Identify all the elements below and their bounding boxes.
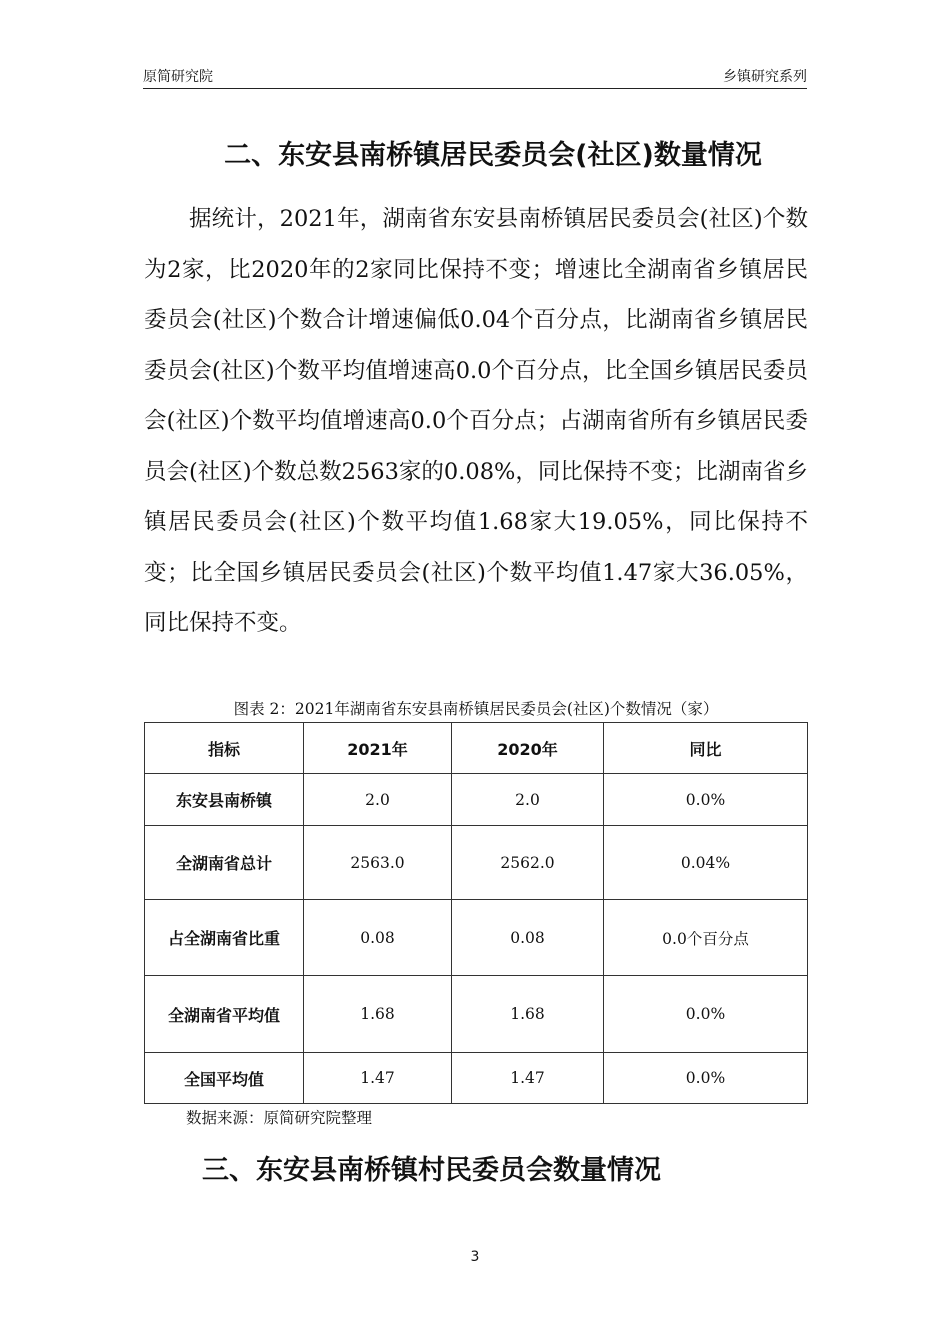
cell-yoy: 0.0个百分点 [604, 900, 808, 976]
row-label: 全湖南省平均值 [145, 976, 304, 1053]
table-row [145, 900, 808, 976]
cell-yoy: 0.04% [604, 826, 808, 900]
header-org-name: 原简研究院 [143, 69, 213, 85]
header-series-name: 乡镇研究系列 [723, 69, 807, 85]
table-row [145, 826, 808, 900]
cell-2020: 0.08 [452, 900, 604, 976]
page-number: 3 [470, 1249, 480, 1265]
cell-2021: 0.08 [304, 900, 452, 976]
cell-yoy: 0.0% [604, 1053, 808, 1104]
row-label: 全国平均值 [145, 1053, 304, 1104]
table-row [145, 1053, 808, 1104]
row-label: 占全湖南省比重 [145, 900, 304, 976]
row-label: 全湖南省总计 [145, 826, 304, 900]
row-label: 东安县南桥镇 [145, 774, 304, 826]
table-row [145, 774, 808, 826]
table-row [145, 976, 808, 1053]
table-caption: 图表 2：2021年湖南省东安县南桥镇居民委员会(社区)个数情况（家） [233, 700, 719, 718]
cell-2021: 2563.0 [304, 826, 452, 900]
column-header-2020: 2020年 [452, 723, 604, 774]
cell-yoy: 0.0% [604, 774, 808, 826]
section-3-heading: 三、东安县南桥镇村民委员会数量情况 [202, 1155, 661, 1186]
cell-2021: 1.47 [304, 1053, 452, 1104]
cell-yoy: 0.0% [604, 976, 808, 1053]
cell-2020: 1.47 [452, 1053, 604, 1104]
page-header [143, 64, 807, 89]
cell-2021: 1.68 [304, 976, 452, 1053]
cell-2020: 2.0 [452, 774, 604, 826]
section-2-paragraph: 据统计，2021年，湖南省东安县南桥镇居民委员会(社区)个数为2家，比2020年的2家同比保持不变；增速比全湖南省乡镇居民委员会(社区)个数合计增速偏低0.04个百分点，比湖南省乡镇居民委员会(社区)个数平均值增速高0.0个百分点，比全国乡镇居民委员会(社区)个数平均值增速高0.0个百分点；占湖南省所有乡镇居民委员会(社区)个数总数2563家的0.08%，同比保持不变；比湖南省乡镇居民委员会(社区)个数平均值1.68家大19.05%，同比保持不变；比全国乡镇居民委员会(社区)个数平均值1.47家大36.05%，同比保持不变。 [144, 206, 808, 636]
cell-2020: 2562.0 [452, 826, 604, 900]
section-2-heading: 二、东安县南桥镇居民委员会(社区)数量情况 [224, 140, 762, 171]
data-table [144, 722, 808, 1104]
column-header-yoy: 同比 [604, 723, 808, 774]
table-header-row [145, 723, 808, 774]
column-header-2021: 2021年 [304, 723, 452, 774]
column-header-indicator: 指标 [145, 723, 304, 774]
table-source-note: 数据来源：原简研究院整理 [186, 1109, 373, 1127]
cell-2020: 1.68 [452, 976, 604, 1053]
cell-2021: 2.0 [304, 774, 452, 826]
